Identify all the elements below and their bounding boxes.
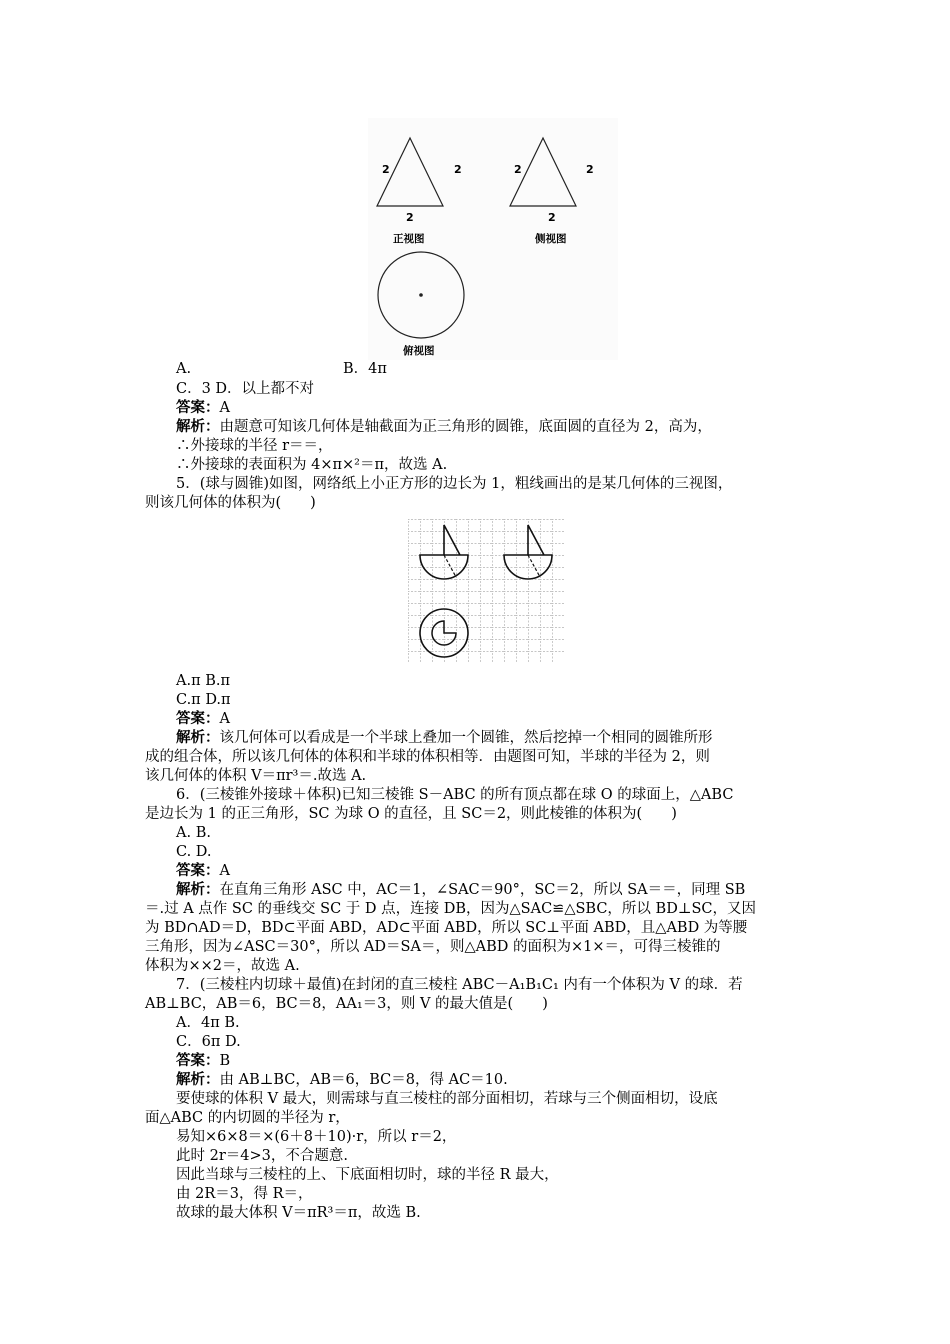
q6-analysis-text-1: 在直角三角形 ASC 中，AC＝1，∠SAC＝90°，SC＝2，所以 SA＝＝，同理 SB <box>219 882 746 898</box>
q7-analysis-5: 此时 2r＝4>3，不合题意. <box>176 1148 348 1164</box>
q7-stem-1: 7．(三棱柱内切球＋最值)在封闭的直三棱柱 ABC－A₁B₁C₁ 内有一个体积为 V 的球．若 <box>176 977 743 993</box>
q4-answer-value: A <box>219 400 230 416</box>
side-view-right-label: 2 <box>586 163 594 176</box>
q7-analysis-8: 故球的最大体积 V＝πR³＝π，故选 B. <box>176 1205 421 1221</box>
q4-option-b: B．4π <box>343 361 387 377</box>
q6-analysis-3: 为 BD∩AD＝D，BD⊂平面 ABD，AD⊂平面 ABD，所以 SC⊥平面 ABD，且△ABD 为等腰 <box>145 920 748 936</box>
q6-analysis-4: 三角形，因为∠ASC＝30°，所以 AD＝SA＝，则△ABD 的面积为×1×＝，可得三棱锥的 <box>145 939 721 955</box>
side-view-caption: 侧视图 <box>535 233 567 245</box>
q5-stem-2: 则该几何体的体积为( ) <box>145 495 316 511</box>
top-view-center-dot <box>419 293 423 297</box>
q7-analysis-text-1: 由 AB⊥BC，AB＝6，BC＝8，得 AC＝10. <box>219 1072 508 1088</box>
q7-analysis-6: 因此当球与三棱柱的上、下底面相切时，球的半径 R 最大， <box>176 1167 559 1183</box>
q4-option-a: A. <box>176 361 192 377</box>
q6-answer-value: A <box>219 863 230 879</box>
q5-options-cd: C.π D.π <box>176 692 231 708</box>
q4-analysis-2: ∴外接球的半径 r＝＝， <box>176 438 333 454</box>
q5-answer-label: 答案： <box>176 710 220 727</box>
q6-answer <box>176 862 230 880</box>
q7-answer-value: B <box>219 1053 231 1069</box>
q4-analysis-label: 解析： <box>176 418 220 435</box>
q7-analysis-2: 要使球的体积 V 最大，则需球与直三棱柱的部分面相切，若球与三个侧面相切，设底 <box>176 1091 718 1107</box>
q6-stem-2: 是边长为 1 的正三角形，SC 为球 O 的直径，且 SC＝2，则此棱锥的体积为( ) <box>145 806 677 822</box>
q5-options-ab: A.π B.π <box>176 673 231 689</box>
q5-analysis-text-1: 该几何体可以看成是一个半球上叠加一个圆锥，然后挖掉一个相同的圆锥所形 <box>219 730 713 746</box>
front-view-left-label: 2 <box>382 163 390 176</box>
q4-answer-label: 答案： <box>176 399 220 416</box>
side-view-base-label: 2 <box>548 211 556 224</box>
q4-analysis-text-1: 由题意可知该几何体是轴截面为正三角形的圆锥，底面圆的直径为 2，高为， <box>219 419 712 435</box>
three-view-figure-grid <box>405 516 565 666</box>
q5-answer-value: A <box>219 711 230 727</box>
q5-analysis-1 <box>176 729 713 747</box>
q7-analysis-1 <box>176 1071 508 1089</box>
q6-options-ab: A. B. <box>176 825 211 841</box>
q7-options-cd: C．6π D. <box>176 1034 241 1050</box>
q5-analysis-label: 解析： <box>176 729 220 746</box>
q6-options-cd: C. D. <box>176 844 212 860</box>
q4-analysis-3: ∴外接球的表面积为 4×π×²＝π，故选 A. <box>176 457 448 473</box>
q5-answer <box>176 710 230 728</box>
q7-options-ab: A．4π B. <box>176 1015 240 1031</box>
front-view-base-label: 2 <box>406 211 414 224</box>
front-view-right-label: 2 <box>454 163 462 176</box>
q5-analysis-3: 该几何体的体积 V＝πr³＝.故选 A. <box>145 768 367 784</box>
side-view-left-label: 2 <box>514 163 522 176</box>
q6-answer-label: 答案： <box>176 862 220 879</box>
q4-analysis-1 <box>176 418 712 436</box>
q5-analysis-2: 成的组合体，所以该几何体的体积和半球的体积相等．由题图可知，半球的半径为 2，则 <box>145 749 710 765</box>
q7-answer-label: 答案： <box>176 1052 220 1069</box>
three-view-figure-cone <box>368 118 618 360</box>
q4-options-cd: C．3 D．以上都不对 <box>176 381 315 397</box>
q7-analysis-3: 面△ABC 的内切圆的半径为 r， <box>145 1110 350 1126</box>
q7-answer <box>176 1052 230 1070</box>
q7-analysis-label: 解析： <box>176 1071 220 1088</box>
q7-analysis-4: 易知×6×8＝×(6＋8＋10)·r，所以 r＝2， <box>176 1129 457 1145</box>
q4-answer <box>176 399 230 417</box>
q6-analysis-5: 体积为××2＝，故选 A. <box>145 958 300 974</box>
front-view-caption: 正视图 <box>393 233 425 245</box>
q6-analysis-2: ＝.过 A 点作 SC 的垂线交 SC 于 D 点，连接 DB，因为△SAC≌△SBC，所以 BD⊥SC，又因 <box>145 901 756 917</box>
q6-analysis-label: 解析： <box>176 881 220 898</box>
q6-stem-1: 6．(三棱锥外接球＋体积)已知三棱锥 S－ABC 的所有顶点都在球 O 的球面上，△ABC <box>176 787 734 803</box>
top-view-caption: 俯视图 <box>403 345 435 357</box>
q5-stem-1: 5．(球与圆锥)如图，网络纸上小正方形的边长为 1，粗线画出的是某几何体的三视图， <box>176 476 733 492</box>
grid-background <box>408 519 564 663</box>
q7-stem-2: AB⊥BC，AB＝6，BC＝8，AA₁＝3，则 V 的最大值是( ) <box>145 996 548 1012</box>
q7-analysis-7: 由 2R＝3，得 R＝， <box>176 1186 313 1202</box>
q6-analysis-1 <box>176 881 745 899</box>
